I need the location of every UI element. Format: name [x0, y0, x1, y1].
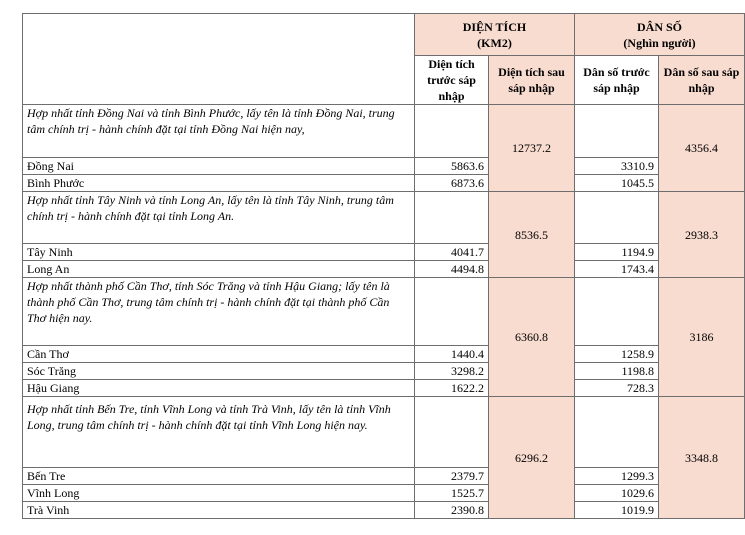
area-before-value: 4041.7 [415, 244, 489, 261]
area-after-value: 12737.2 [489, 105, 575, 192]
table-row [23, 485, 745, 502]
area-before-value: 2379.7 [415, 468, 489, 485]
area-before-value: 4494.8 [415, 261, 489, 278]
empty-cell [575, 397, 659, 468]
area-after-value: 8536.5 [489, 192, 575, 278]
province-name: Hậu Giang [23, 380, 415, 397]
population-unit: (Nghìn người) [623, 35, 696, 50]
area-before-value: 6873.6 [415, 175, 489, 192]
population-before-value: 1258.9 [575, 346, 659, 363]
province-name: Cần Thơ [23, 346, 415, 363]
group-description: Hợp nhất thành phố Cần Thơ, tỉnh Sóc Trăng và tỉnh Hậu Giang; lấy tên là thành phố Cần Thơ, trung tâm chính trị - hành chính đặt tại thành phố Cần Thơ hiện nay. [23, 278, 415, 346]
population-before-value: 1299.3 [575, 468, 659, 485]
province-name: Bến Tre [23, 468, 415, 485]
header-empty-cell [23, 14, 415, 105]
empty-cell [415, 278, 489, 346]
area-header [415, 14, 575, 56]
empty-cell [415, 192, 489, 244]
group-row [23, 278, 745, 346]
population-before-value: 1019.9 [575, 502, 659, 519]
table-row [23, 468, 745, 485]
table-row [23, 261, 745, 278]
empty-cell [575, 192, 659, 244]
area-title: DIỆN TÍCH [462, 19, 527, 34]
area-unit: (KM2) [477, 35, 512, 50]
population-before-value: 1194.9 [575, 244, 659, 261]
table-row [23, 175, 745, 192]
population-after-value: 3348.8 [659, 397, 745, 519]
area-before-value: 1440.4 [415, 346, 489, 363]
empty-cell [575, 278, 659, 346]
province-name: Vĩnh Long [23, 485, 415, 502]
group-description: Hợp nhất tỉnh Tây Ninh và tỉnh Long An, lấy tên là tỉnh Tây Ninh, trung tâm chính trị - hành chính đặt tại tỉnh Long An. [23, 192, 415, 244]
area-after-header: Diện tích sau sáp nhập [489, 56, 575, 105]
merger-table [22, 13, 745, 519]
population-title: DÂN SỐ [637, 19, 683, 34]
area-after-value: 6360.8 [489, 278, 575, 397]
group-description: Hợp nhất tỉnh Đồng Nai và tỉnh Bình Phước, lấy tên là tỉnh Đồng Nai, trung tâm chính trị - hành chính đặt tại tỉnh Đồng Nai hiện nay, [23, 105, 415, 158]
area-before-value: 3298.2 [415, 363, 489, 380]
area-after-value: 6296.2 [489, 397, 575, 519]
population-after-value: 3186 [659, 278, 745, 397]
table-row [23, 158, 745, 175]
area-before-value: 1622.2 [415, 380, 489, 397]
table-row [23, 380, 745, 397]
area-before-value: 2390.8 [415, 502, 489, 519]
population-before-value: 1045.5 [575, 175, 659, 192]
table-row [23, 346, 745, 363]
group-description: Hợp nhất tỉnh Bến Tre, tỉnh Vĩnh Long và tỉnh Trà Vinh, lấy tên là tỉnh Vĩnh Long, trung tâm chính trị - hành chính đặt tại tỉnh Vĩnh Long hiện nay. [23, 397, 415, 468]
population-after-header: Dân số sau sáp nhập [659, 56, 745, 105]
table-row [23, 502, 745, 519]
population-before-value: 728.3 [575, 380, 659, 397]
area-before-value: 1525.7 [415, 485, 489, 502]
population-before-value: 1029.6 [575, 485, 659, 502]
province-name: Tây Ninh [23, 244, 415, 261]
area-before-value: 5863.6 [415, 158, 489, 175]
population-before-value: 1198.8 [575, 363, 659, 380]
province-name: Bình Phước [23, 175, 415, 192]
area-before-header: Diện tích trước sáp nhập [415, 56, 489, 105]
group-row [23, 192, 745, 244]
group-row [23, 105, 745, 158]
population-before-header: Dân số trước sáp nhập [575, 56, 659, 105]
empty-cell [415, 105, 489, 158]
table-row [23, 244, 745, 261]
province-name: Trà Vinh [23, 502, 415, 519]
group-row [23, 397, 745, 468]
province-name: Sóc Trăng [23, 363, 415, 380]
table-row [23, 363, 745, 380]
population-header [575, 14, 745, 56]
population-before-value: 1743.4 [575, 261, 659, 278]
province-name: Long An [23, 261, 415, 278]
population-before-value: 3310.9 [575, 158, 659, 175]
empty-cell [575, 105, 659, 158]
province-name: Đồng Nai [23, 158, 415, 175]
population-after-value: 2938.3 [659, 192, 745, 278]
empty-cell [415, 397, 489, 468]
population-after-value: 4356.4 [659, 105, 745, 192]
